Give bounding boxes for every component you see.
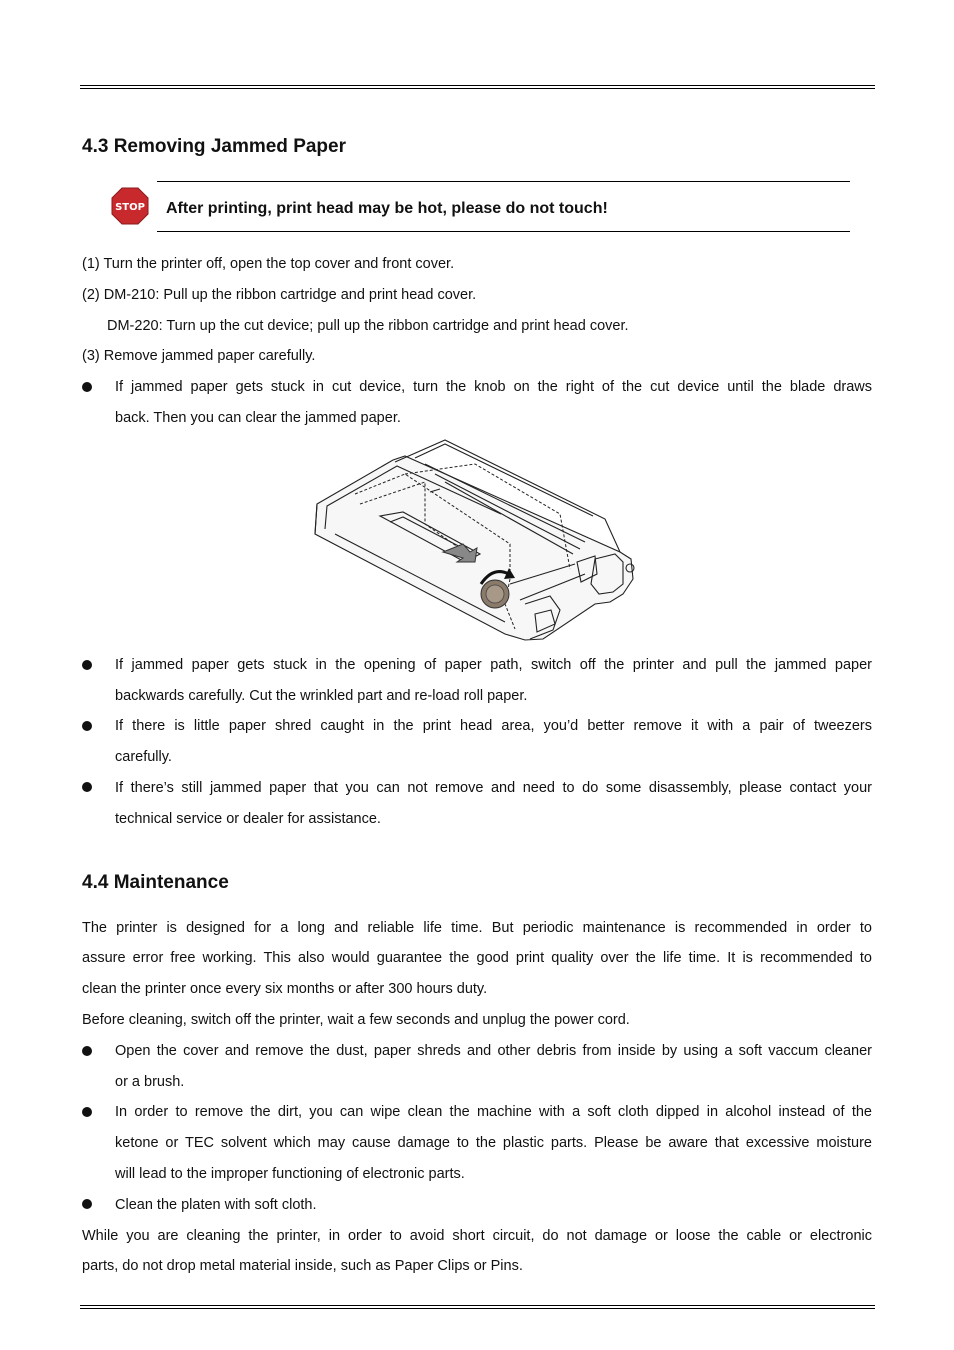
- bullet-print-head-line1: If there is little paper shred caught in the print head area, you’d better remove it with a pair of tweezers: [115, 718, 872, 734]
- before-cleaning-text: Before cleaning, switch off the printer, wait a few seconds and unplug the power cord.: [82, 1012, 630, 1028]
- warning-text: After printing, print head may be hot, please do not touch!: [166, 200, 608, 217]
- step-1: (1) Turn the printer off, open the top cover and front cover.: [82, 256, 455, 272]
- cleaning-caution-line1: While you are cleaning the printer, in order to avoid short circuit, do not damage or loose the cable or electronic: [82, 1228, 872, 1244]
- maintenance-para-line2: assure error free working. This also would guarantee the good print quality over the life time. It is recommended to: [82, 950, 872, 966]
- bullet-dirt-line1: In order to remove the dirt, you can wipe clean the machine with a soft cloth dipped in alcohol instead of the: [115, 1104, 872, 1120]
- bullet-dot: [82, 1107, 92, 1117]
- cleaning-caution-line2: parts, do not drop metal material inside, such as Paper Clips or Pins.: [82, 1258, 523, 1274]
- bullet-disassembly-line1: If there’s still jammed paper that you can not remove and need to do some disassembly, please contact your: [115, 780, 872, 796]
- bullet-dot: [82, 1046, 92, 1056]
- step-2-dm220: DM-220: Turn up the cut device; pull up the ribbon cartridge and print head cover.: [107, 318, 629, 334]
- maintenance-para-line1: The printer is designed for a long and reliable life time. But periodic maintenance is recommended in order to: [82, 920, 872, 936]
- cut-device-knob-illustration: [305, 434, 645, 646]
- bullet-disassembly-line2: technical service or dealer for assistance.: [115, 811, 381, 827]
- bullet-dust-line1: Open the cover and remove the dust, paper shreds and other debris from inside by using a soft vaccum cleaner: [115, 1043, 872, 1059]
- bullet-platen: Clean the platen with soft cloth.: [115, 1197, 317, 1213]
- header-rule: [80, 85, 875, 89]
- bullet-dot: [82, 782, 92, 792]
- svg-text:STOP: STOP: [115, 202, 145, 213]
- bullet-cut-device-line1: If jammed paper gets stuck in cut device, turn the knob on the right of the cut device until the blade draws: [115, 379, 872, 395]
- bullet-dot: [82, 721, 92, 731]
- step-3: (3) Remove jammed paper carefully.: [82, 348, 316, 364]
- bullet-cut-device-line2: back. Then you can clear the jammed paper.: [115, 410, 401, 426]
- maintenance-para-line3: clean the printer once every six months or after 300 hours duty.: [82, 981, 488, 997]
- bullet-dirt-line2: ketone or TEC solvent which may cause damage to the plastic parts. Please be aware that excessive moisture: [115, 1135, 872, 1151]
- stop-sign-icon: [111, 187, 149, 225]
- bullet-paper-path-line1: If jammed paper gets stuck in the opening of paper path, switch off the printer and pull the jammed paper: [115, 657, 872, 673]
- bullet-dot: [82, 1199, 92, 1209]
- bullet-dust-line2: or a brush.: [115, 1074, 185, 1090]
- bullet-paper-path-line2: backwards carefully. Cut the wrinkled part and re-load roll paper.: [115, 688, 528, 704]
- step-2: (2) DM-210: Pull up the ribbon cartridge and print head cover.: [82, 287, 477, 303]
- bullet-dot: [82, 660, 92, 670]
- section-title-removing-jammed-paper: 4.3 Removing Jammed Paper: [82, 136, 346, 157]
- section-title-maintenance: 4.4 Maintenance: [82, 872, 229, 893]
- footer-rule: [80, 1305, 875, 1309]
- bullet-dirt-line3: will lead to the improper functioning of electronic parts.: [115, 1166, 465, 1182]
- bullet-print-head-line2: carefully.: [115, 749, 172, 765]
- bullet-dot: [82, 382, 92, 392]
